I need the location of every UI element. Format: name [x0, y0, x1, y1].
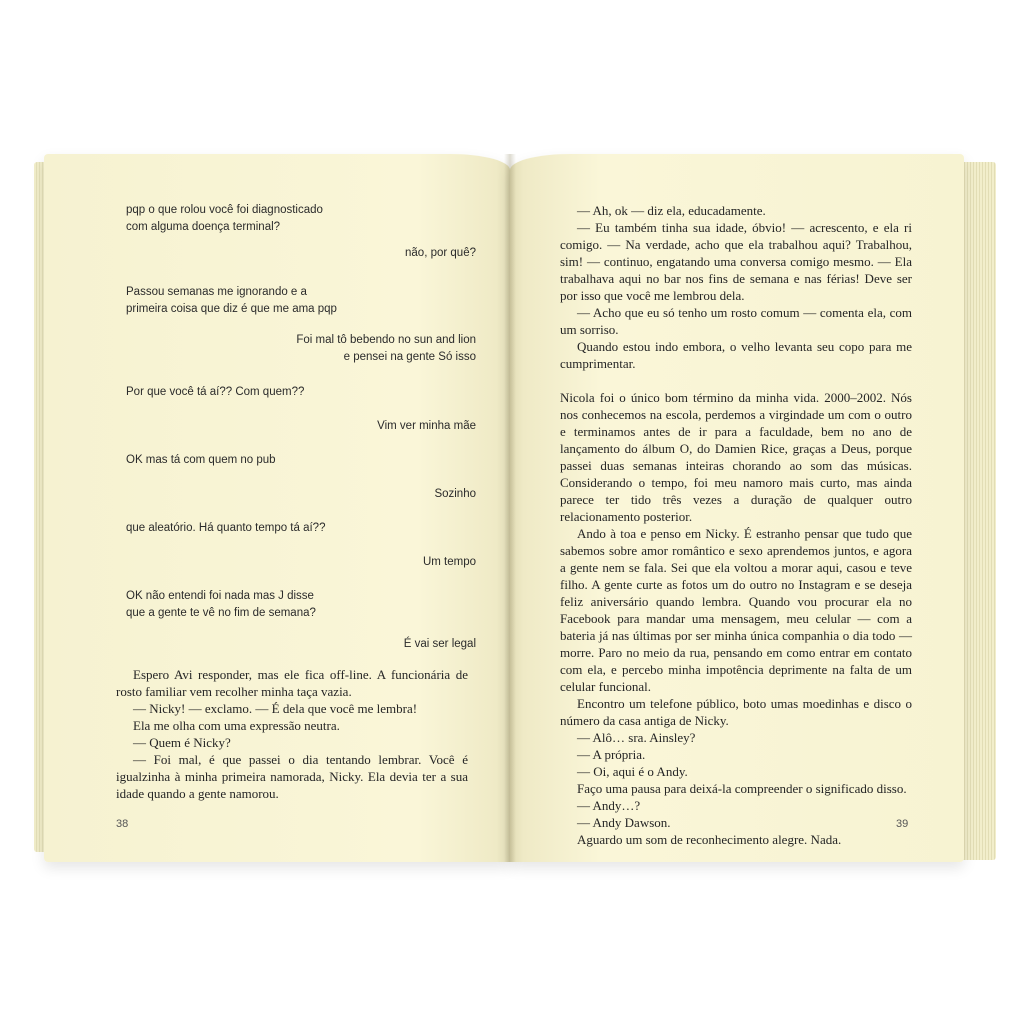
paragraph: — Andy…? — [577, 798, 641, 813]
paragraph: Faço uma pausa para deixá-la compreender o significado disso. — [577, 781, 907, 796]
page-number-right: 39 — [896, 818, 909, 830]
paragraph: — Quem é Nicky? — [133, 735, 231, 750]
message-sent: Um tempo — [422, 556, 476, 568]
right-page — [510, 154, 964, 862]
message-sent: Vim ver minha mãe — [377, 420, 476, 432]
paragraph: — Foi mal, é que passei o dia tentando lembrar. Você é igualzinha à minha primeira namorada, Nicky. Ela devia ter a sua idade quando a gente namorou. — [116, 752, 468, 801]
paragraph: Espero Avi responder, mas ele fica off-line. A funcionária de rosto familiar vem recolher minha taça vazia. — [116, 667, 468, 699]
paragraph: — Alô… sra. Ainsley? — [577, 730, 696, 745]
paragraph: — Oi, aqui é o Andy. — [577, 764, 688, 779]
right-page-prose — [560, 202, 912, 848]
open-book — [34, 150, 996, 870]
paragraph: — A própria. — [577, 747, 646, 762]
message-sent: É vai ser legal — [403, 638, 476, 650]
message-sent: Foi mal tô bebendo no sun and lion e pensei na gente Só isso — [296, 334, 476, 363]
left-page — [44, 154, 510, 862]
paragraph: — Eu também tinha sua idade, óbvio! — acrescento, e ela ri comigo. — Na verdade, acho que ela trabalhou aqui? Trabalhou, sim! — continuo, engatando uma conversa comigo mesmo. — Ela trabalhava aqui no bar nos fins de semana e nas férias! Deve ser por isso que você me lembrou dela. — [560, 220, 912, 303]
page-number-left: 38 — [116, 818, 129, 830]
paragraph: Encontro um telefone público, boto umas moedinhas e disco o número da casa antiga de Nicky. — [560, 696, 912, 728]
message-received: Passou semanas me ignorando e a primeira coisa que diz é que me ama pqp — [126, 286, 337, 315]
paragraph: — Andy Dawson. — [577, 815, 671, 830]
section-break — [560, 372, 912, 389]
paragraph: Nicola foi o único bom término da minha vida. 2000–2002. Nós nos conhecemos na escola, perdemos a virgindade um com o outro e terminamos antes de ir para a faculdade, bem no ano de lançamento do álbum O, do Damien Rice, graças a Deus, porque passei duas semanas inteiras chorando ao som das músicas. Considerando o tempo, foi meu namoro mais curto, mas ainda parece ter tido três vezes a duração de qualquer outro relacionamento posterior. — [560, 390, 912, 524]
message-sent: Sozinho — [434, 488, 476, 500]
paragraph: Ando à toa e penso em Nicky. É estranho pensar que tudo que sabemos sobre amor romântico e sexo aprendemos juntos, e agora a gente nem se fala. Sei que ela voltou a morar aqui, casou e teve filho. A gente curte as fotos um do outro no Instagram e se deseja feliz aniversário quando lembra. Quando vou procurar ela no Facebook para mandar uma mensagem, meu celular — com a bateria já nas últimas por ser minha única companhia o dia todo — morre. Paro no meio da rua, pensando em como entrar em contato com ela, e percebo minha impotência deprimente na falta de um celular funcional. — [560, 526, 912, 694]
paragraph: Ela me olha com uma expressão neutra. — [133, 718, 340, 733]
left-page-prose — [116, 666, 468, 802]
paragraph: — Nicky! — exclamo. — É dela que você me lembra! — [133, 701, 418, 716]
paragraph: — Ah, ok — diz ela, educadamente. — [577, 203, 766, 218]
message-received: OK mas tá com quem no pub — [126, 454, 276, 466]
right-page-edges — [962, 162, 996, 860]
paragraph: — Acho que eu só tenho um rosto comum — comenta ela, com um sorriso. — [560, 305, 912, 337]
paragraph: Aguardo um som de reconhecimento alegre. Nada. — [577, 832, 842, 847]
message-sent: não, por quê? — [405, 247, 476, 259]
message-received: que aleatório. Há quanto tempo tá aí?? — [126, 522, 326, 534]
book-gutter — [504, 154, 516, 862]
message-received: Por que você tá aí?? Com quem?? — [126, 386, 305, 398]
message-received: pqp o que rolou você foi diagnosticado com alguma doença terminal? — [126, 204, 323, 233]
paragraph: Quando estou indo embora, o velho levanta seu copo para me cumprimentar. — [560, 339, 912, 371]
message-received: OK não entendi foi nada mas J disse que a gente te vê no fim de semana? — [126, 590, 316, 619]
